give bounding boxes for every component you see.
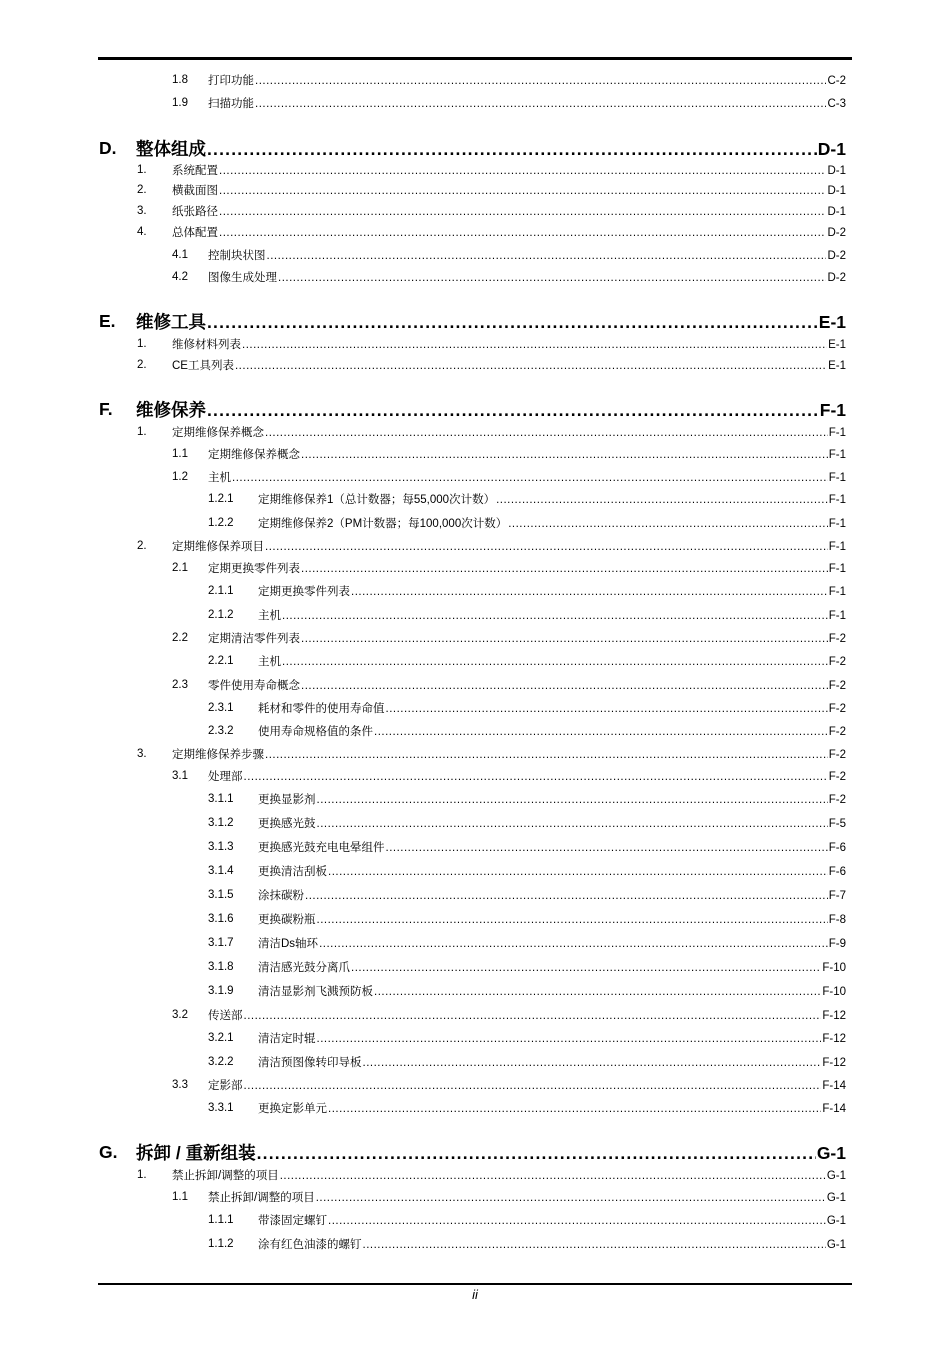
toc-entry-number: 2. xyxy=(137,184,147,196)
toc-entry[interactable] xyxy=(0,93,950,113)
toc-entry-page: D-1 xyxy=(827,185,846,197)
dot-leader xyxy=(255,98,826,110)
toc-entry-number: 3.1.3 xyxy=(208,841,234,853)
toc-entry[interactable] xyxy=(0,536,950,556)
toc-entry-number: 1. xyxy=(137,426,147,438)
toc-entry[interactable] xyxy=(0,444,950,464)
toc-entry[interactable] xyxy=(0,1210,950,1230)
toc-entry-number: 3.2 xyxy=(172,1009,188,1021)
toc-entry-title: 定期维修保养2（PM计数器；每100,000次计数） xyxy=(258,518,508,530)
toc-entry-page: F-10 xyxy=(822,986,846,998)
toc-entry-page: C-2 xyxy=(827,75,846,87)
toc-entry-number: 3. xyxy=(137,748,147,760)
toc-entry-page: D-2 xyxy=(827,227,846,239)
toc-entry-title: 涂抹碳粉 xyxy=(258,890,304,902)
toc-entry-title: 禁止拆卸/调整的项目 xyxy=(172,1170,279,1182)
toc-entry[interactable] xyxy=(0,513,950,533)
toc-entry[interactable] xyxy=(0,135,950,161)
dot-leader xyxy=(207,139,817,160)
toc-entry-title: 禁止拆卸/调整的项目 xyxy=(208,1192,315,1204)
toc-entry[interactable] xyxy=(0,1005,950,1025)
toc-entry-title: 清洁显影剂飞溅预防板 xyxy=(258,986,373,998)
toc-entry[interactable] xyxy=(0,1052,950,1072)
toc-entry-number: E. xyxy=(99,310,116,331)
toc-entry-title: 定期维修保养项目 xyxy=(172,541,264,553)
toc-entry-number: 2.3.1 xyxy=(208,702,234,714)
dot-leader xyxy=(219,165,826,177)
toc-entry-page: E-1 xyxy=(828,339,846,351)
toc-entry-number: 2.3 xyxy=(172,679,188,691)
dot-leader xyxy=(316,1192,826,1204)
dot-leader xyxy=(242,339,827,351)
toc-entry-number: 1. xyxy=(137,164,147,176)
toc-entry[interactable] xyxy=(0,1075,950,1095)
toc-entry-title: 耗材和零件的使用寿命值 xyxy=(258,703,385,715)
toc-entry-number: 3.3.1 xyxy=(208,1102,234,1114)
toc-entry-title: 主机 xyxy=(208,472,231,484)
toc-entry[interactable] xyxy=(0,1187,950,1207)
dot-leader xyxy=(319,938,828,950)
toc-entry-number: 1.9 xyxy=(172,97,188,109)
page-number: ii xyxy=(472,1287,478,1302)
toc-entry-page: F-6 xyxy=(828,866,846,878)
dot-leader xyxy=(265,427,828,439)
toc-entry[interactable] xyxy=(0,581,950,601)
toc-entry-title: 维修保养 xyxy=(136,399,206,420)
dot-leader xyxy=(363,1057,822,1069)
toc-entry-page: F-8 xyxy=(828,914,846,926)
toc-entry[interactable] xyxy=(0,909,950,929)
dot-leader xyxy=(244,1080,822,1092)
toc-entry-number: 1.2.1 xyxy=(208,493,234,505)
toc-entry-number: 3.3 xyxy=(172,1079,188,1091)
toc-entry[interactable] xyxy=(0,70,950,90)
toc-entry-number: 2.1 xyxy=(172,562,188,574)
toc-entry-number: 2.1.1 xyxy=(208,585,234,597)
toc-entry[interactable] xyxy=(0,837,950,857)
toc-entry-title: 传送部 xyxy=(208,1010,243,1022)
toc-entry[interactable] xyxy=(0,789,950,809)
dot-leader xyxy=(219,185,826,197)
toc-entry-page: F-10 xyxy=(822,962,846,974)
toc-entry-title: 主机 xyxy=(258,610,281,622)
toc-entry-title: 清洁预图像转印导板 xyxy=(258,1057,362,1069)
toc-entry-page: F-1 xyxy=(828,472,846,484)
toc-entry[interactable] xyxy=(0,766,950,786)
toc-entry[interactable] xyxy=(0,180,950,200)
toc-entry-title: 更换感光鼓 xyxy=(258,818,316,830)
toc-entry-title: 清洁感光鼓分离爪 xyxy=(258,962,350,974)
toc-entry-title: 涂有红色油漆的螺钉 xyxy=(258,1239,362,1251)
toc-entry[interactable] xyxy=(0,813,950,833)
toc-entry-title: 整体组成 xyxy=(136,138,206,159)
dot-leader xyxy=(317,914,828,926)
toc-entry-number: 3.1.7 xyxy=(208,937,234,949)
toc-entry[interactable] xyxy=(0,861,950,881)
toc-entry-number: 3. xyxy=(137,205,147,217)
toc-entry-title: 纸张路径 xyxy=(172,206,218,218)
toc-entry[interactable] xyxy=(0,651,950,671)
toc-entry[interactable] xyxy=(0,933,950,953)
toc-entry-title: 更换定影单元 xyxy=(258,1103,327,1115)
dot-leader xyxy=(496,494,828,506)
dot-leader xyxy=(351,586,828,598)
toc-entry-page: D-1 xyxy=(827,165,846,177)
toc-entry-page: F-1 xyxy=(828,449,846,461)
toc-entry-page: F-2 xyxy=(828,749,846,761)
toc-entry-number: G. xyxy=(99,1141,118,1162)
toc-entry[interactable] xyxy=(0,355,950,375)
dot-leader xyxy=(328,1103,821,1115)
dot-leader xyxy=(232,472,828,484)
toc-entry[interactable] xyxy=(0,467,950,487)
dot-leader xyxy=(301,563,828,575)
toc-entry-number: 3.1.1 xyxy=(208,793,234,805)
toc-entry[interactable] xyxy=(0,628,950,648)
toc-entry[interactable] xyxy=(0,267,950,287)
toc-entry[interactable] xyxy=(0,1234,950,1254)
dot-leader xyxy=(265,541,828,553)
toc-entry-page: F-14 xyxy=(822,1103,846,1115)
toc-entry[interactable] xyxy=(0,1139,950,1165)
toc-entry-page: G-1 xyxy=(826,1215,846,1227)
toc-entry-number: D. xyxy=(99,137,117,158)
dot-leader xyxy=(386,842,828,854)
dot-leader xyxy=(207,400,819,421)
toc-entry-title: 定期维修保养1（总计数器；每55,000次计数） xyxy=(258,494,496,506)
toc-entry[interactable] xyxy=(0,222,950,242)
toc-entry-number: 1.1 xyxy=(172,1191,188,1203)
toc-entry-title: 总体配置 xyxy=(172,227,218,239)
toc-entry-page: F-12 xyxy=(822,1033,846,1045)
toc-entry-number: 1.1.2 xyxy=(208,1238,234,1250)
dot-leader xyxy=(317,1033,822,1045)
toc-entry-number: 3.1.6 xyxy=(208,913,234,925)
toc-entry-number: 4. xyxy=(137,226,147,238)
toc-entry-title: 更换碳粉瓶 xyxy=(258,914,316,926)
toc-entry[interactable] xyxy=(0,885,950,905)
toc-entry-page: F-1 xyxy=(828,518,846,530)
toc-entry-page: F-1 xyxy=(828,563,846,575)
toc-entry-page: F-9 xyxy=(828,938,846,950)
toc-entry[interactable] xyxy=(0,744,950,764)
toc-entry-title: 主机 xyxy=(258,656,281,668)
dot-leader xyxy=(278,272,826,284)
toc-entry-title: 处理部 xyxy=(208,771,243,783)
toc-entry-page: F-1 xyxy=(828,541,846,553)
toc-entry-title: 更换感光鼓充电电晕组件 xyxy=(258,842,385,854)
toc-entry-page: F-1 xyxy=(819,399,846,420)
dot-leader xyxy=(282,610,828,622)
toc-entry-page: G-1 xyxy=(826,1192,846,1204)
dot-leader xyxy=(280,1170,826,1182)
toc-entry-page: D-2 xyxy=(827,250,846,262)
toc-entry-page: G-1 xyxy=(826,1239,846,1251)
dot-leader xyxy=(244,1010,822,1022)
toc-entry-page: F-2 xyxy=(828,726,846,738)
toc-entry-title: 维修材料列表 xyxy=(172,339,241,351)
toc-entry-page: G-1 xyxy=(816,1142,846,1163)
dot-leader xyxy=(363,1239,826,1251)
toc-entry[interactable] xyxy=(0,721,950,741)
dot-leader xyxy=(255,75,826,87)
toc-entry-page: F-7 xyxy=(828,890,846,902)
toc-entry-title: 定期更换零件列表 xyxy=(208,563,300,575)
toc-entry-page: F-1 xyxy=(828,610,846,622)
toc-entry-title: 更换清洁刮板 xyxy=(258,866,327,878)
toc-entry-page: F-2 xyxy=(828,771,846,783)
toc-entry[interactable] xyxy=(0,1098,950,1118)
toc-entry[interactable] xyxy=(0,558,950,578)
dot-leader xyxy=(317,794,828,806)
toc-entry-title: 定期维修保养概念 xyxy=(172,427,264,439)
toc-entry[interactable] xyxy=(0,957,950,977)
toc-entry[interactable] xyxy=(0,396,950,422)
toc-entry-title: 定影部 xyxy=(208,1080,243,1092)
toc-entry-number: 3.1.4 xyxy=(208,865,234,877)
toc-entry-page: F-5 xyxy=(828,818,846,830)
toc-entry-page: C-3 xyxy=(827,98,846,110)
toc-entry-page: D-1 xyxy=(827,206,846,218)
toc-entry-number: F. xyxy=(99,398,113,419)
dot-leader xyxy=(508,518,828,530)
toc-entry-number: 2.2 xyxy=(172,632,188,644)
toc-entry-number: 1. xyxy=(137,1169,147,1181)
toc-entry-number: 2.2.1 xyxy=(208,655,234,667)
toc-entry-title: 维修工具 xyxy=(136,311,206,332)
toc-entry-page: F-2 xyxy=(828,680,846,692)
toc-entry-title: 定期更换零件列表 xyxy=(258,586,350,598)
toc-entry-number: 2. xyxy=(137,540,147,552)
toc-entry-title: 清洁定时辊 xyxy=(258,1033,316,1045)
toc-entry-page: D-2 xyxy=(827,272,846,284)
dot-leader xyxy=(301,633,828,645)
toc-entry[interactable] xyxy=(0,201,950,221)
toc-entry-page: F-2 xyxy=(828,633,846,645)
toc-entry-number: 4.1 xyxy=(172,249,188,261)
toc-entry[interactable] xyxy=(0,422,950,442)
toc-entry-title: 使用寿命规格值的条件 xyxy=(258,726,373,738)
toc-entry-number: 3.1.2 xyxy=(208,817,234,829)
toc-entry-title: 系统配置 xyxy=(172,165,218,177)
dot-leader xyxy=(351,962,821,974)
dot-leader xyxy=(282,656,828,668)
dot-leader xyxy=(317,818,828,830)
toc-entry-number: 1.8 xyxy=(172,74,188,86)
toc-entry-number: 2. xyxy=(137,359,147,371)
toc-entry-page: F-1 xyxy=(828,494,846,506)
footer-rule xyxy=(98,1283,852,1285)
toc-entry-number: 4.2 xyxy=(172,271,188,283)
dot-leader xyxy=(235,360,827,372)
toc-entry[interactable] xyxy=(0,245,950,265)
toc-entry[interactable] xyxy=(0,489,950,509)
toc-entry-page: G-1 xyxy=(826,1170,846,1182)
dot-leader xyxy=(305,890,828,902)
toc-entry-number: 2.1.2 xyxy=(208,609,234,621)
toc-entry[interactable] xyxy=(0,1028,950,1048)
toc-entry-number: 1.1 xyxy=(172,448,188,460)
dot-leader xyxy=(374,986,821,998)
dot-leader xyxy=(301,449,828,461)
toc-entry-title: 定期清洁零件列表 xyxy=(208,633,300,645)
toc-entry-title: 图像生成处理 xyxy=(208,272,277,284)
toc-entry-page: F-1 xyxy=(828,427,846,439)
dot-leader xyxy=(301,680,828,692)
dot-leader xyxy=(219,206,826,218)
toc-entry-number: 3.2.1 xyxy=(208,1032,234,1044)
toc-entry-title: 清洁Ds轴环 xyxy=(258,938,319,950)
toc-entry-title: 定期维修保养概念 xyxy=(208,449,300,461)
dot-leader xyxy=(265,749,828,761)
toc-entry-title: 打印功能 xyxy=(208,75,254,87)
toc-entry-page: F-6 xyxy=(828,842,846,854)
dot-leader xyxy=(374,726,828,738)
toc-entry-number: 1.2 xyxy=(172,471,188,483)
dot-leader xyxy=(328,866,828,878)
toc-entry-number: 3.1.9 xyxy=(208,985,234,997)
toc-entry-page: F-12 xyxy=(822,1057,846,1069)
toc-entry[interactable] xyxy=(0,698,950,718)
toc-entry[interactable] xyxy=(0,334,950,354)
toc-entry-number: 1.2.2 xyxy=(208,517,234,529)
toc-entry-number: 1.1.1 xyxy=(208,1214,234,1226)
toc-entry-title: 扫描功能 xyxy=(208,98,254,110)
toc-entry-page: F-12 xyxy=(822,1010,846,1022)
toc-entry-title: 带漆固定螺钉 xyxy=(258,1215,327,1227)
dot-leader xyxy=(267,250,827,262)
toc-entry-page: F-1 xyxy=(828,586,846,598)
toc-entry-page: D-1 xyxy=(817,138,846,159)
toc-entry-number: 3.1.8 xyxy=(208,961,234,973)
toc-entry-title: 横截面图 xyxy=(172,185,218,197)
toc-entry-number: 2.3.2 xyxy=(208,725,234,737)
toc-entry-page: F-2 xyxy=(828,794,846,806)
toc-entry-page: E-1 xyxy=(818,311,846,332)
toc-entry-title: 零件使用寿命概念 xyxy=(208,680,300,692)
toc-entry[interactable] xyxy=(0,675,950,695)
toc-entry-title: 定期维修保养步骤 xyxy=(172,749,264,761)
toc-entry-page: F-2 xyxy=(828,703,846,715)
toc-entry[interactable] xyxy=(0,160,950,180)
dot-leader xyxy=(244,771,828,783)
toc-entry[interactable] xyxy=(0,981,950,1001)
toc-entry-title: 更换显影剂 xyxy=(258,794,316,806)
dot-leader xyxy=(219,227,826,239)
dot-leader xyxy=(207,312,818,333)
toc-entry-number: 3.1 xyxy=(172,770,188,782)
toc-entry-number: 3.2.2 xyxy=(208,1056,234,1068)
toc-entry-title: 拆卸 / 重新组装 xyxy=(136,1142,256,1163)
toc-entry-page: F-14 xyxy=(822,1080,846,1092)
toc-entry-number: 1. xyxy=(137,338,147,350)
toc-entry-page: E-1 xyxy=(828,360,846,372)
dot-leader xyxy=(386,703,828,715)
dot-leader xyxy=(328,1215,826,1227)
toc-entry[interactable] xyxy=(0,308,950,334)
toc-entry-page: F-2 xyxy=(828,656,846,668)
toc-entry-title: CE工具列表 xyxy=(172,360,234,372)
toc-entry[interactable] xyxy=(0,605,950,625)
toc-entry-title: 控制块状图 xyxy=(208,250,266,262)
toc-entry-number: 3.1.5 xyxy=(208,889,234,901)
toc-entry[interactable] xyxy=(0,1165,950,1185)
dot-leader xyxy=(257,1143,816,1164)
